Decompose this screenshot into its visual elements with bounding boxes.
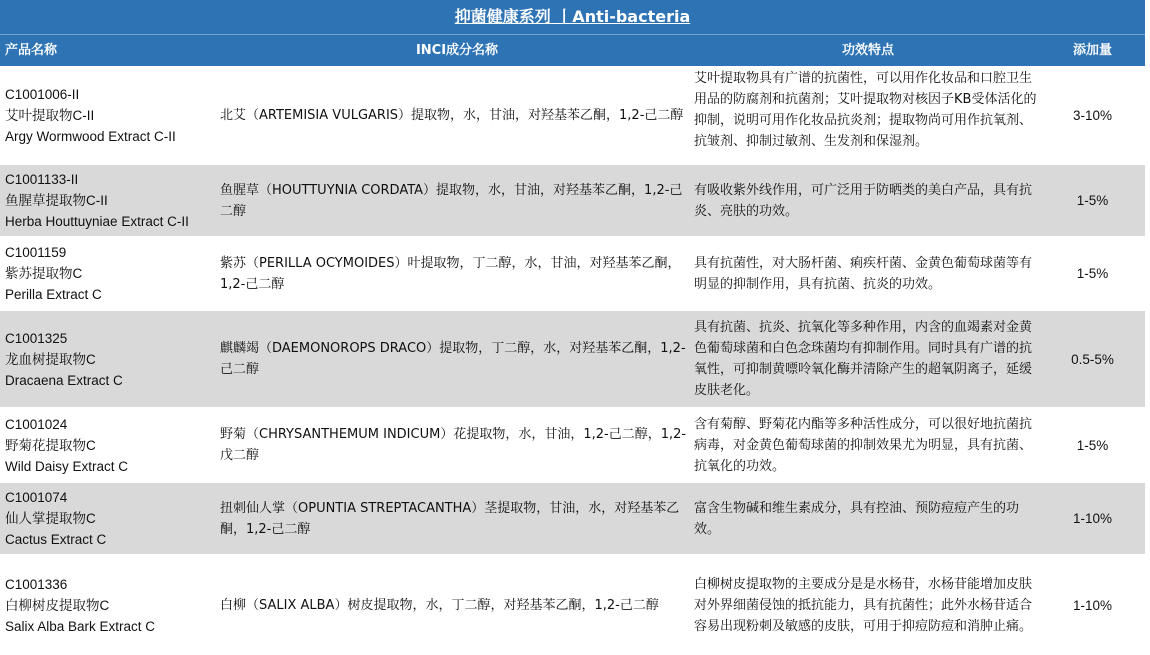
header-function: 功效特点 (841, 43, 894, 58)
dosage-cell: 1-5% (1076, 437, 1109, 453)
function-cell (694, 409, 1040, 481)
inci-cell: 野菊（CHRYSANTHEMUM INDICUM）花提取物，水，甘油，1,2-己二醇，1,2-戊二醇 (220, 427, 687, 463)
product-code: C1001325 (5, 330, 68, 346)
inci-cell: 麒麟竭（DAEMONOROPS DRACO）提取物，丁二醇，水，对羟基苯乙酮，1,2-己二醇 (220, 341, 686, 377)
product-cell (0, 409, 218, 481)
function-cell (694, 238, 1040, 309)
product-en-name: Wild Daisy Extract C (5, 458, 129, 474)
inci-cell: 北艾（ARTEMISIA VULGARIS）提取物，水，甘油，对羟基苯乙酮，1,2-己二醇 (220, 108, 684, 123)
function-text: 含有菊醇、野菊花内酯等多种活性成分，可以很好地抗菌抗病毒，对金黄色葡萄球菌的抑制效果尤为明显，具有抗菌、抗氧化的功效。 (694, 416, 1033, 474)
dosage-cell: 1-10% (1072, 511, 1113, 526)
header-product: 产品名称 (5, 43, 58, 58)
product-en-name: Dracaena Extract C (5, 372, 123, 388)
function-text: 白柳树皮提取物的主要成分是是水杨苷，水杨苷能增加皮肤对外界细菌侵蚀的抵抗能力，具有抗菌性；此外水杨苷适合容易出现粉刺及敏感的皮肤，可用于抑痘防痘和消肿止痛。 (694, 576, 1033, 634)
table-title (0, 0, 1145, 34)
product-en-name: Cactus Extract C (5, 532, 107, 547)
table-title-text: 抑菌健康系列 丨Anti-bacteria (454, 7, 691, 26)
function-text: 具有抗菌、抗炎、抗氧化等多种作用，内含的血竭素对金黄色葡萄球菌和白色念珠菌均有抑制作用。同时具有广谱的抗氧性，可抑制黄嘌呤氧化酶并清除产生的超氧阴离子，延缓皮肤老化。 (694, 320, 1033, 398)
dosage-cell: 0.5-5% (1071, 351, 1114, 367)
inci-cell: 紫苏（PERILLA OCYMOIDES）叶提取物，丁二醇，水，甘油，对羟基苯乙酮，1,2-己二醇 (220, 255, 681, 292)
inci-cell: 鱼腥草（HOUTTUYNIA CORDATA）提取物，水，甘油，对羟基苯乙酮，1,2-己二醇 (220, 182, 683, 219)
product-cell (0, 311, 218, 407)
product-code: C1001159 (5, 245, 67, 260)
dosage-cell: 1-5% (1076, 266, 1109, 281)
product-code: C1001336 (5, 576, 68, 592)
product-cn-name: 鱼腥草提取物C-II (5, 193, 108, 208)
function-cell (694, 483, 1040, 554)
function-text: 富含生物碱和维生素成分，具有控油、预防痘痘产生的功效。 (694, 500, 1020, 537)
inci-cell: 扭刺仙人掌（OPUNTIA STREPTACANTHA）茎提取物，甘油，水，对羟基苯乙酮，1,2-己二醇 (220, 500, 680, 537)
product-cn-name: 龙血树提取物C (5, 351, 96, 367)
table-row (0, 481, 1145, 554)
table-row (0, 66, 1145, 163)
header-dosage: 添加量 (1072, 43, 1112, 58)
product-code: C1001133-II (5, 172, 79, 187)
product-cell (0, 556, 218, 654)
product-en-name: Argy Wormwood Extract C-II (5, 129, 176, 144)
table-row (0, 163, 1145, 236)
table-header-row (0, 34, 1145, 66)
product-cell (0, 483, 218, 554)
product-en-name: Perilla Extract C (5, 287, 102, 302)
product-cn-name: 野菊花提取物C (5, 437, 96, 453)
function-text: 具有抗菌性，对大肠杆菌、痢疾杆菌、金黄色葡萄球菌等有明显的抑制作用，具有抗菌、抗炎的功效。 (694, 255, 1033, 292)
product-cn-name: 紫苏提取物C (5, 266, 83, 281)
function-text: 艾叶提取物具有广谱的抗菌性，可以用作化妆品和口腔卫生用品的防腐剂和抗菌剂；艾叶提取物对核因子KB受体活化的抑制，说明可用作化妆品抗炎剂；提取物尚可用作抗氧剂、抗皱剂、抑制过敏剂、生发剂和保湿剂。 (694, 71, 1037, 149)
function-cell (694, 68, 1040, 163)
product-cn-name: 艾叶提取物C-II (5, 108, 95, 123)
dosage-cell: 1-10% (1072, 597, 1113, 613)
dosage-cell: 1-5% (1076, 193, 1109, 208)
product-cell (0, 165, 218, 236)
function-cell (694, 311, 1040, 407)
product-cell (0, 238, 218, 309)
product-code: C1001074 (5, 490, 68, 505)
product-en-name: Herba Houttuyniae Extract C-II (5, 214, 189, 229)
table-row (0, 309, 1145, 407)
dosage-cell: 3-10% (1072, 108, 1113, 123)
inci-cell: 白柳（SALIX ALBA）树皮提取物，水，丁二醇，对羟基苯乙酮，1,2-己二醇 (220, 597, 659, 613)
table-row (0, 407, 1145, 481)
table-row (0, 236, 1145, 309)
function-cell (694, 556, 1040, 654)
product-code: C1001024 (5, 416, 68, 432)
header-inci: INCI成分名称 (415, 43, 499, 58)
product-cn-name: 白柳树皮提取物C (5, 597, 110, 613)
product-code: C1001006-II (5, 87, 80, 102)
function-text: 有吸收紫外线作用，可广泛用于防晒类的美白产品，具有抗炎、亮肤的功效。 (694, 182, 1033, 219)
product-cell (0, 68, 218, 163)
product-en-name: Salix Alba Bark Extract C (5, 618, 156, 634)
product-cn-name: 仙人掌提取物C (5, 511, 96, 526)
function-cell (694, 165, 1040, 236)
table-row (0, 554, 1145, 654)
